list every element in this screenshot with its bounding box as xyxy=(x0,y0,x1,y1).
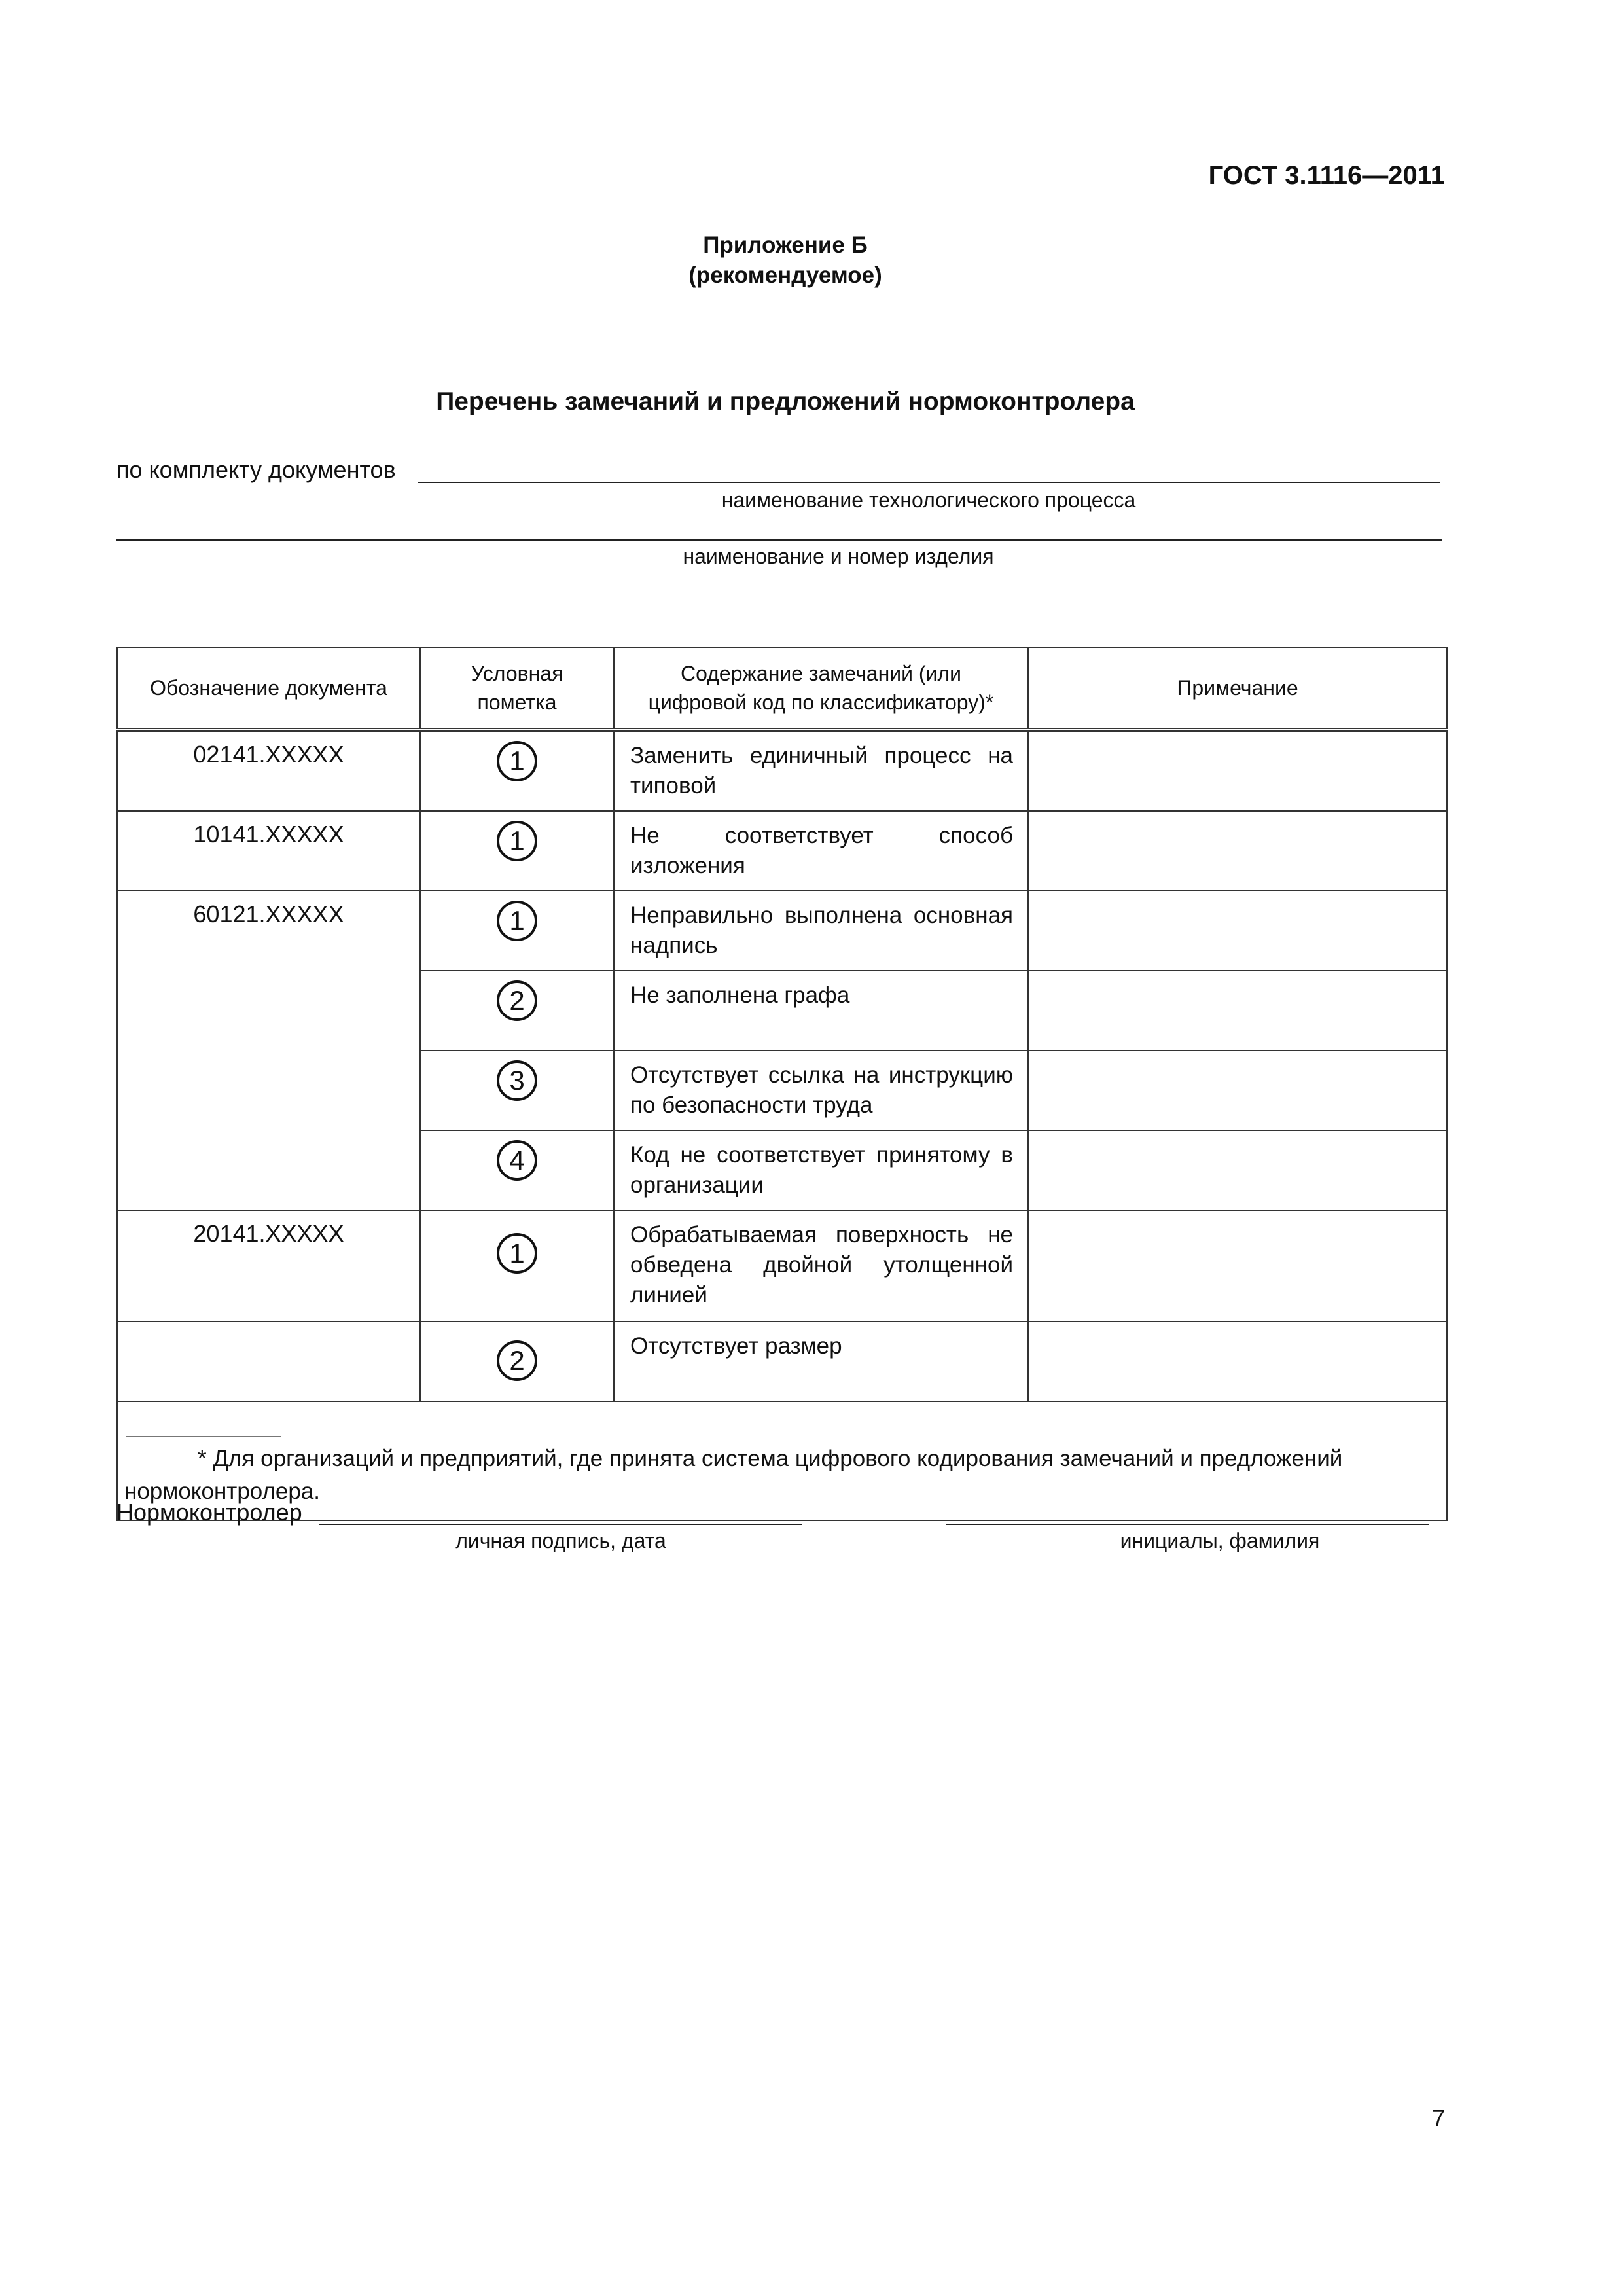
process-name-caption: наименование технологического процесса xyxy=(721,488,1136,512)
process-name-line xyxy=(418,482,1440,483)
table-row xyxy=(117,891,1447,971)
mark-cell xyxy=(420,1210,614,1321)
content-cell: Обрабатываемая поверхность не обведена двойной утолщенной линией xyxy=(614,1210,1028,1321)
circled-number-icon: 1 xyxy=(497,741,537,781)
mark-cell xyxy=(420,811,614,891)
mark-cell xyxy=(420,1321,614,1401)
footnote-separator xyxy=(126,1436,281,1437)
table-row xyxy=(117,811,1447,891)
footnote-cell xyxy=(117,1401,1447,1520)
mark-cell xyxy=(420,1050,614,1130)
header-note: Примечание xyxy=(1028,647,1447,730)
circled-number-icon: 1 xyxy=(497,1233,537,1274)
signature-caption: личная подпись, дата xyxy=(455,1529,666,1552)
circled-number-icon: 2 xyxy=(497,980,537,1021)
appendix-status: (рекомендуемое) xyxy=(688,262,882,288)
note-cell xyxy=(1028,1210,1447,1321)
circled-number-icon: 1 xyxy=(497,901,537,941)
header-doc: Обозначение документа xyxy=(117,647,420,730)
table-row xyxy=(117,1210,1447,1321)
product-name-caption: наименование и номер изделия xyxy=(683,545,994,568)
note-cell xyxy=(1028,1321,1447,1401)
product-name-line xyxy=(116,539,1442,541)
content-cell: Отсутствует размер xyxy=(614,1321,1028,1401)
content-cell: Отсутствует ссылка на инструкцию по безопасности труда xyxy=(614,1050,1028,1130)
note-cell xyxy=(1028,891,1447,971)
footnote-text: * Для организаций и предприятий, где принята система цифрового кодирования замечаний и предложений нормоконтролера. xyxy=(124,1446,1343,1504)
content-cell: Не соответствует способ изложения xyxy=(614,811,1028,891)
content-cell: Код не соответствует принятому в организации xyxy=(614,1130,1028,1210)
circled-number-icon: 2 xyxy=(497,1340,537,1381)
note-cell xyxy=(1028,811,1447,891)
doc-cell xyxy=(117,1321,420,1401)
mark-cell xyxy=(420,891,614,971)
set-of-documents-label: по комплекту документов xyxy=(116,456,396,483)
content-cell: Неправильно выполнена основная надпись xyxy=(614,891,1028,971)
appendix-title: Приложение Б xyxy=(703,232,868,258)
header-mark: Условная пометка xyxy=(420,647,614,730)
note-cell xyxy=(1028,1130,1447,1210)
standard-number: ГОСТ 3.1116—2011 xyxy=(1208,161,1445,190)
note-cell xyxy=(1028,730,1447,811)
remarks-table xyxy=(116,647,1448,1521)
signature-line xyxy=(319,1524,802,1525)
name-caption: инициалы, фамилия xyxy=(1120,1529,1320,1552)
table-row xyxy=(117,1321,1447,1401)
content-cell: Не заполнена графа xyxy=(614,971,1028,1050)
doc-cell: 20141.XXXXX xyxy=(117,1210,420,1321)
table-row xyxy=(117,730,1447,811)
mark-cell xyxy=(420,730,614,811)
name-line xyxy=(946,1524,1429,1525)
header-content: Содержание замечаний (или цифровой код по классификатору)* xyxy=(614,647,1028,730)
document-title: Перечень замечаний и предложений нормоконтролера xyxy=(436,387,1135,416)
footnote-row xyxy=(117,1401,1447,1520)
content-cell: Заменить единичный процесс на типовой xyxy=(614,730,1028,811)
circled-number-icon: 4 xyxy=(497,1140,537,1181)
normcontroller-label: Нормоконтролер xyxy=(116,1499,302,1526)
note-cell xyxy=(1028,971,1447,1050)
mark-cell xyxy=(420,971,614,1050)
doc-cell: 02141.XXXXX xyxy=(117,730,420,811)
note-cell xyxy=(1028,1050,1447,1130)
circled-number-icon: 3 xyxy=(497,1060,537,1101)
table-header-row xyxy=(117,647,1447,730)
mark-cell xyxy=(420,1130,614,1210)
doc-cell: 60121.XXXXX xyxy=(117,891,420,1210)
doc-cell: 10141.XXXXX xyxy=(117,811,420,891)
circled-number-icon: 1 xyxy=(497,821,537,861)
page-number: 7 xyxy=(1431,2105,1445,2132)
